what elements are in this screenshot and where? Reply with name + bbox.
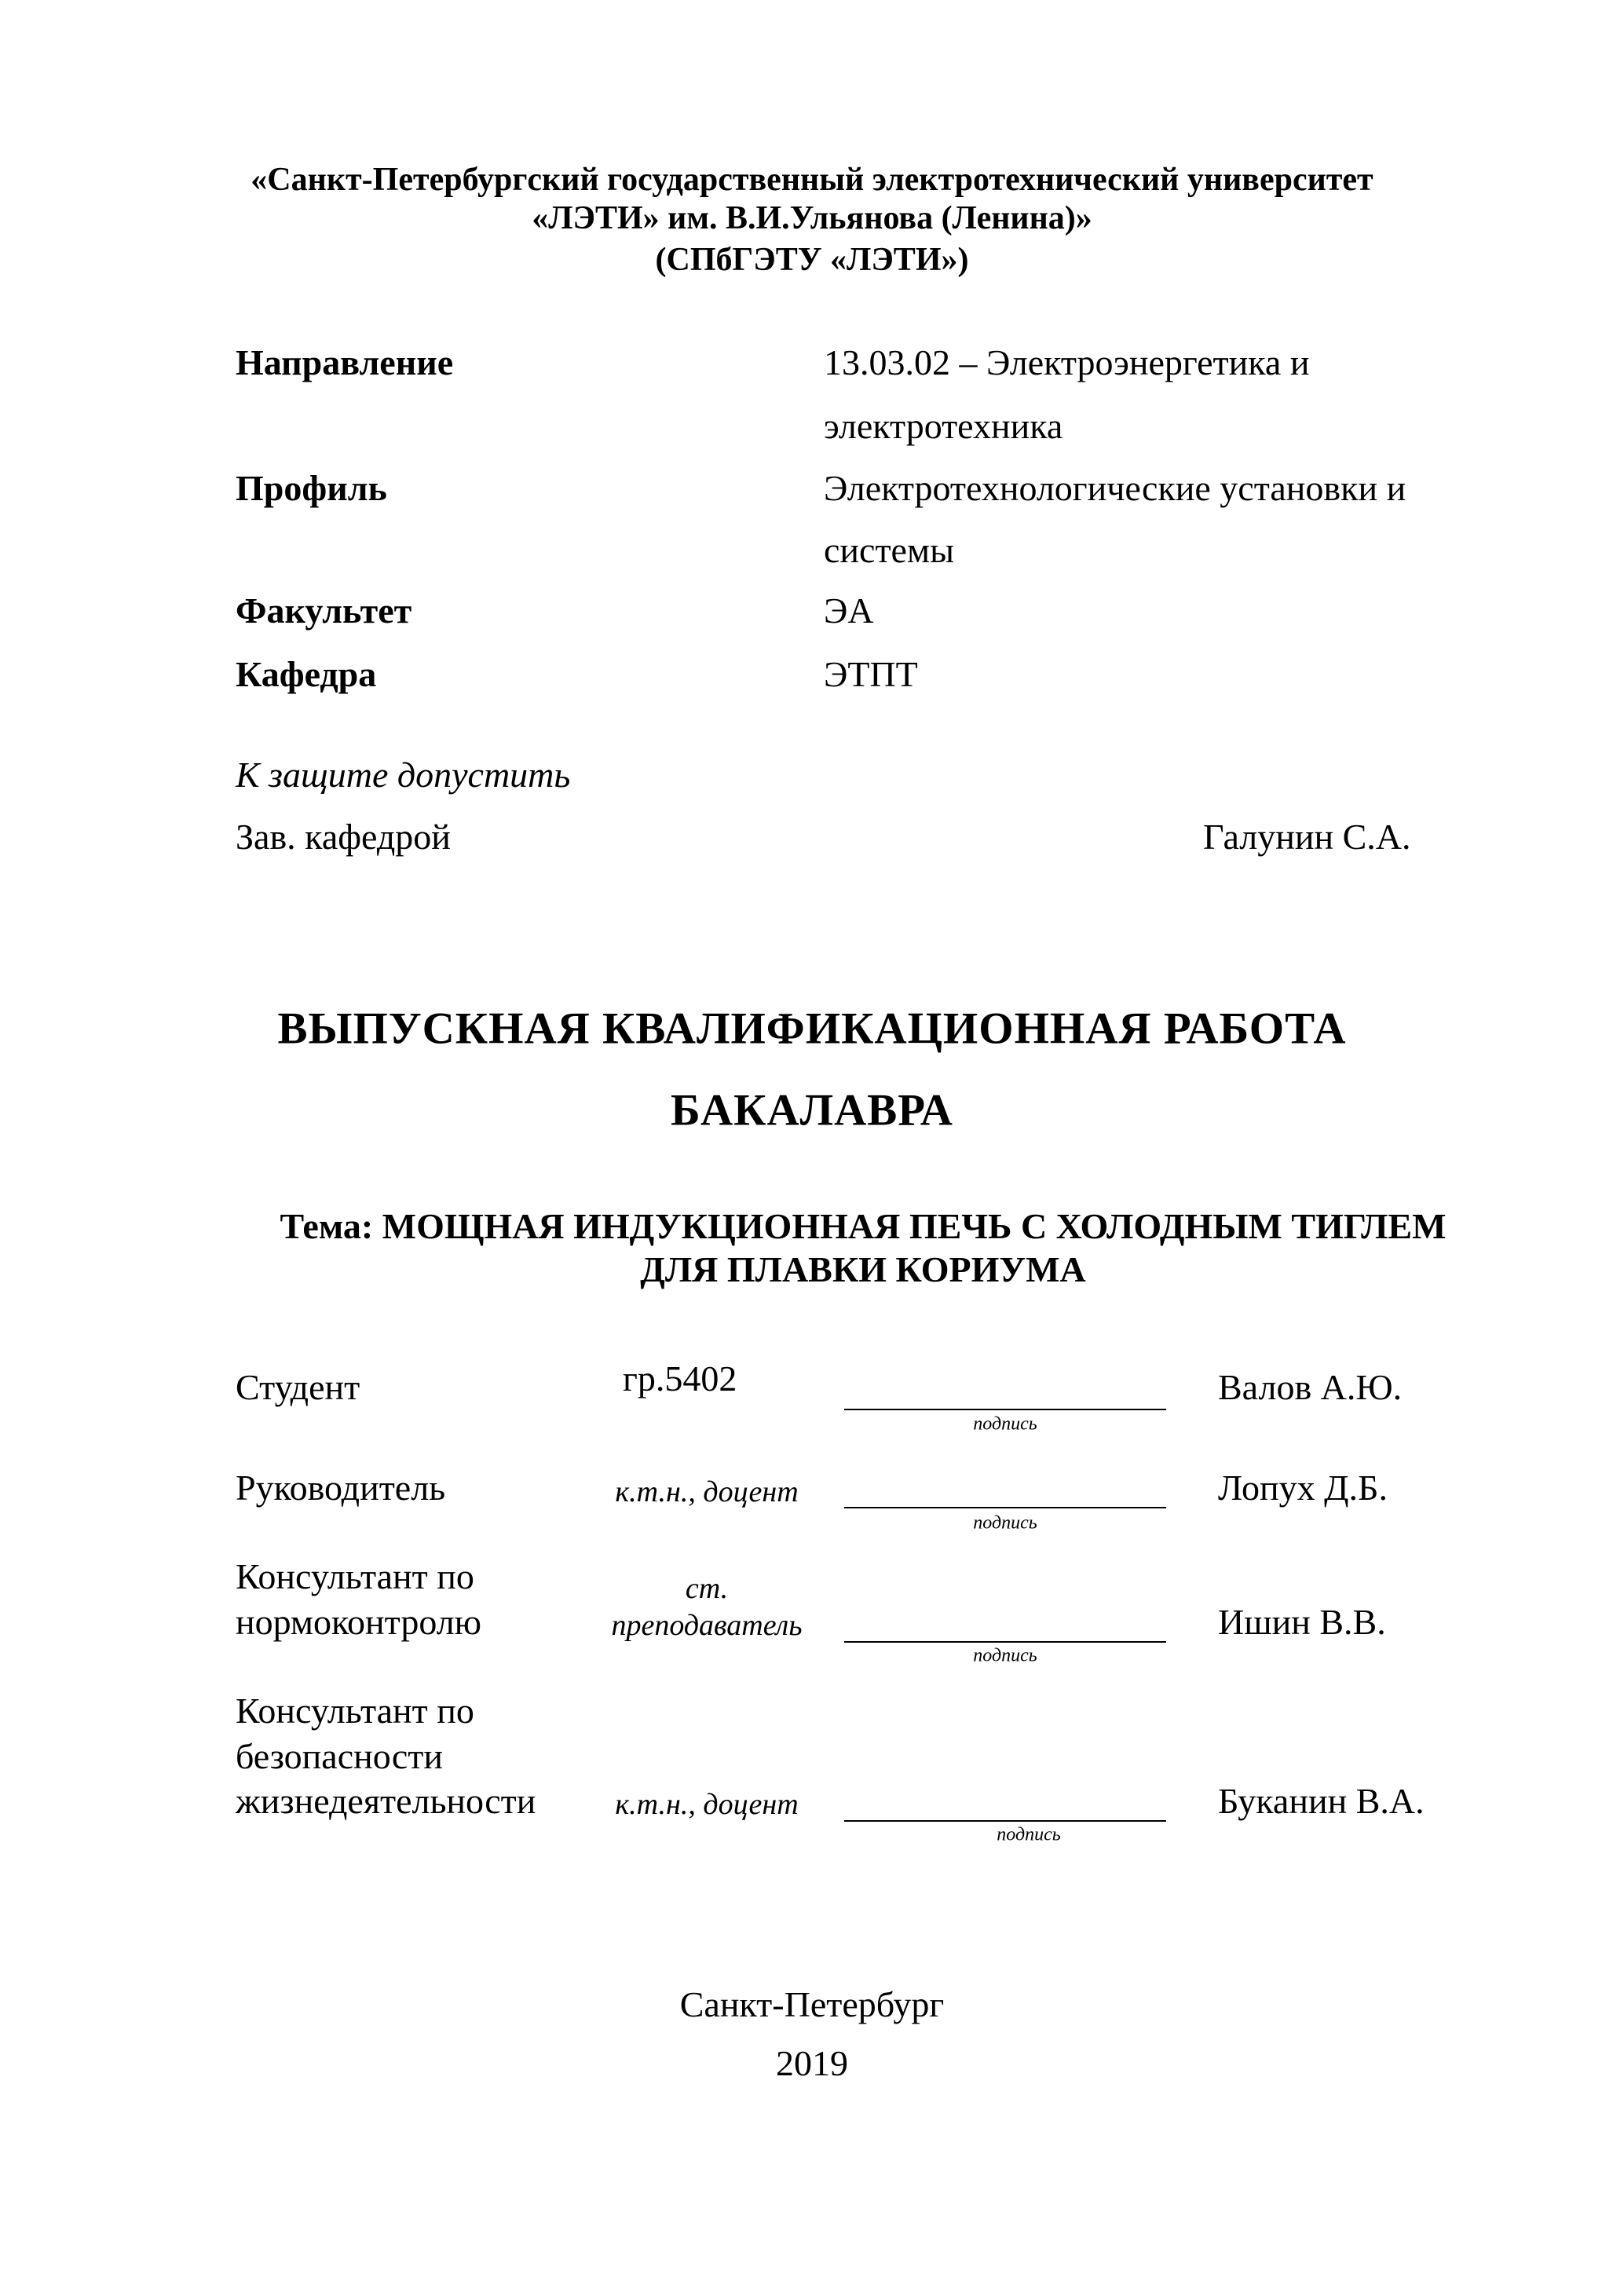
signature-position: ст.: [685, 1572, 729, 1605]
signature-position: гр.5402: [623, 1358, 737, 1398]
approval-name: Галунин С.А.: [1203, 817, 1411, 857]
signature-name: Буканин В.А.: [1218, 1781, 1425, 1821]
signature-position: к.т.н., доцент: [615, 1788, 799, 1821]
title-line2: БАКАЛАВРА: [671, 1085, 953, 1135]
signature-caption: подпись: [973, 1413, 1037, 1435]
approval-note: К защите допустить: [236, 755, 571, 795]
signature-role: Студент: [236, 1367, 360, 1407]
field-value-department: ЭТПТ: [824, 654, 918, 694]
signature-caption: подпись: [973, 1512, 1037, 1534]
field-label-profile: Профиль: [236, 468, 387, 508]
signature-line: [844, 1507, 1166, 1508]
university-name-line1: «Санкт-Петербургский государственный электротехнический университет: [251, 162, 1373, 198]
field-label-direction: Направление: [236, 342, 454, 382]
signature-position-cont: преподаватель: [611, 1609, 803, 1642]
field-value-direction-cont: электротехника: [824, 406, 1063, 446]
title-line1: ВЫПУСКНАЯ КВАЛИФИКАЦИОННАЯ РАБОТА: [277, 1004, 1347, 1054]
signature-role: Консультант по: [236, 1691, 474, 1731]
approval-role: Зав. кафедрой: [236, 817, 451, 857]
signature-name: Лопух Д.Б.: [1218, 1468, 1388, 1508]
signature-role: Консультант по: [236, 1556, 474, 1596]
signature-line: [844, 1820, 1166, 1822]
field-value-direction: 13.03.02 – Электроэнергетика и: [824, 342, 1310, 382]
signature-role-cont: безопасности: [236, 1736, 444, 1776]
signature-name: Валов А.Ю.: [1218, 1367, 1403, 1407]
field-label-department: Кафедра: [236, 654, 377, 694]
signature-line: [844, 1641, 1166, 1643]
signature-role: Руководитель: [236, 1468, 446, 1508]
signature-role-cont: жизнедеятельности: [236, 1781, 536, 1821]
signature-caption: подпись: [997, 1824, 1061, 1845]
field-label-faculty: Факультет: [236, 590, 412, 631]
signature-position: к.т.н., доцент: [615, 1475, 799, 1508]
topic-line1: Тема: МОЩНАЯ ИНДУКЦИОННАЯ ПЕЧЬ С ХОЛОДНЫМ ТИГЛЕМ: [280, 1206, 1447, 1246]
topic-line2: ДЛЯ ПЛАВКИ КОРИУМА: [640, 1249, 1086, 1289]
university-abbr: (СПбГЭТУ «ЛЭТИ»): [655, 242, 969, 278]
signature-caption: подпись: [973, 1645, 1037, 1666]
university-name-line2: «ЛЭТИ» им. В.И.Ульянова (Ленина)»: [532, 200, 1092, 236]
field-value-profile-cont: системы: [824, 530, 954, 570]
field-value-faculty: ЭА: [824, 590, 874, 631]
signature-role-cont: нормоконтролю: [236, 1602, 482, 1642]
footer-city: Санкт-Петербург: [679, 1984, 945, 2024]
field-value-profile: Электротехнологические установки и: [824, 468, 1406, 508]
footer-year: 2019: [776, 2043, 848, 2083]
signature-name: Ишин В.В.: [1218, 1602, 1386, 1642]
signature-line: [844, 1409, 1166, 1410]
